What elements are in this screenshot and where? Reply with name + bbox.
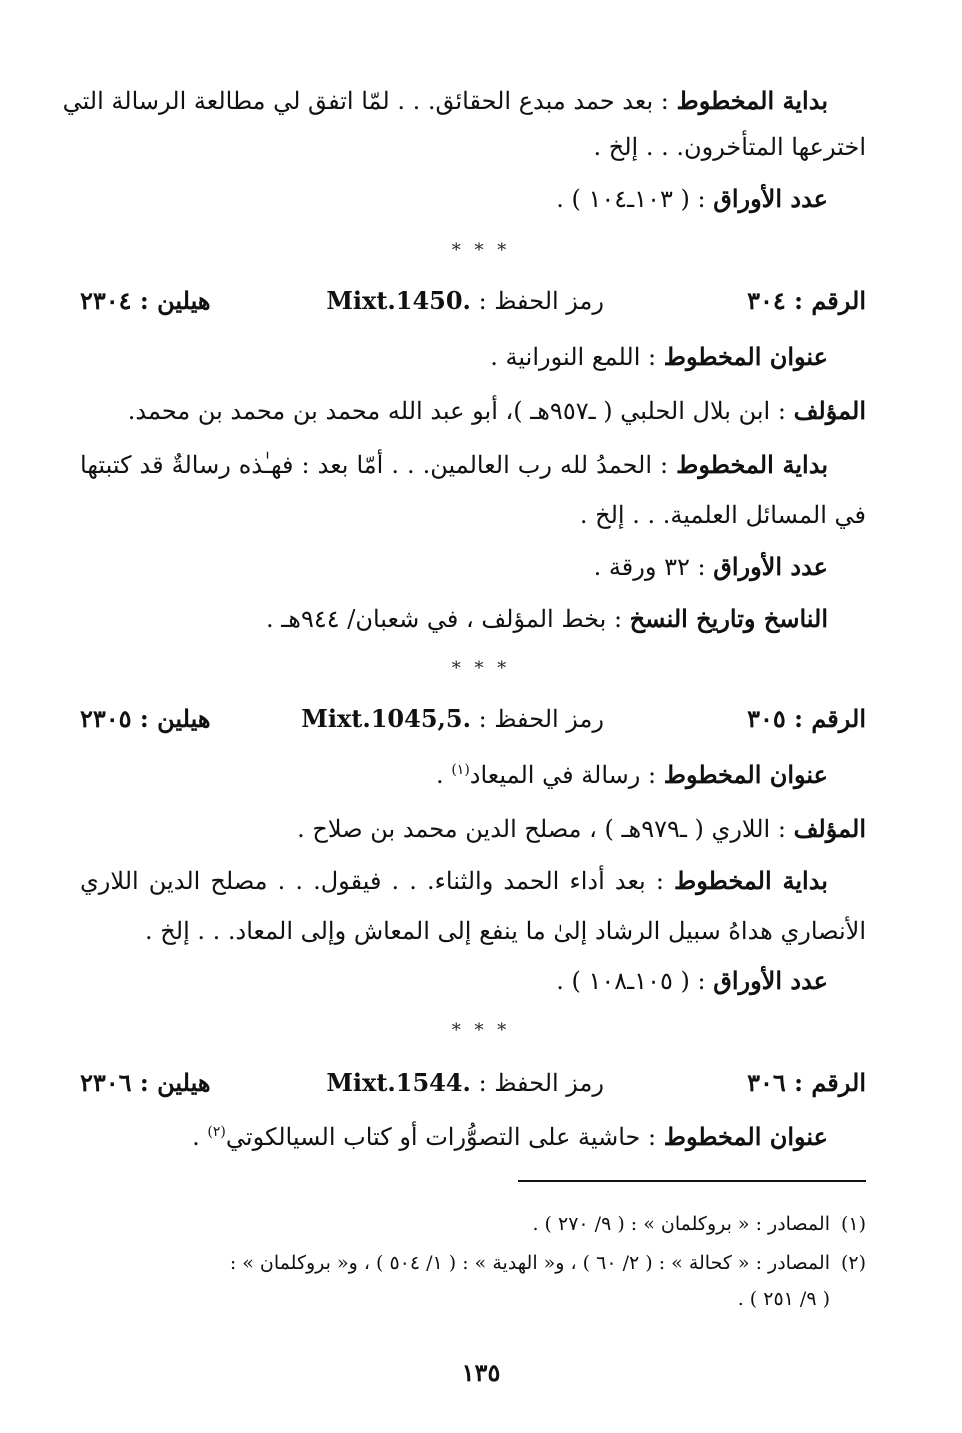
folios-value: : ( ١٠٥ـ١٠٨ ) . [556,967,706,995]
copyist-value: : بخط المؤلف ، في شعبان/ ٩٤٤هـ . [266,605,623,633]
title-label: عنوان المخطوط [663,342,828,371]
folios-label: عدد الأوراق [713,552,828,581]
author-label: المؤلف [793,814,866,843]
entry-305-author [80,814,866,844]
title-value: : حاشية على التصوُّرات أو كتاب السيالكوتي [225,1123,657,1151]
footnote-text: المصادر : « بروكلمان » : ( ٩/ ٢٧٠ ) . [532,1213,830,1235]
entry-306-header [80,1068,866,1102]
author-value: : ابن بلال الحلبي ( ـ٩٥٧هـ )، أبو عبد الله محمد بن محمد بن محمد. [127,397,786,425]
beginning-label: بداية المخطوط [676,450,829,479]
shelf-mark-value: Mixt.1045,5. [301,704,471,733]
title-value: : اللمع النورانية . [490,343,657,371]
entry-304-folios [80,552,828,582]
haylin-number: هيلين : ٢٣٠٥ [80,704,211,733]
title-value: : رسالة في الميعاد [469,761,657,789]
beginning-text: : بعد أداء الحمد والثناء. . . فيقول. . . مصلح الدين اللاري [80,867,664,895]
beginning-label: بداية المخطوط [676,86,828,115]
haylin-number: هيلين : ٢٣٠٤ [80,286,211,315]
footnote-number: (٢) [840,1252,866,1274]
separator: * * * [451,240,511,261]
folios-value: : ( ١٠٣ـ١٠٤ ) . [556,185,706,213]
separator: * * * [451,658,511,679]
shelf-mark [301,704,604,734]
footnote-number: (١) [840,1213,866,1235]
shelf-mark-value: Mixt.1450. [326,286,471,315]
entry-number: الرقم : ٣٠٥ [747,704,866,733]
folios-label: عدد الأوراق [713,966,828,995]
haylin-number: هيلين : ٢٣٠٦ [80,1068,211,1097]
shelf-mark-value: Mixt.1544. [326,1068,471,1097]
shelf-mark-label: رمز الحفظ : [478,1069,604,1097]
shelf-mark-label: رمز الحفظ : [478,287,604,315]
beginning-text: : بعد حمد مبدع الحقائق. . . لمّا اتفق لي مطالعة الرسالة التي [62,87,669,115]
shelf-mark [326,1068,604,1098]
entry-303-beginning-line1 [62,86,828,116]
title-end: . [436,761,452,789]
title-label: عنوان المخطوط [663,760,828,789]
page-number: ١٣٥ [461,1358,501,1387]
footnote-text: المصادر : « كحالة » : ( ٢/ ٦٠ ) ، و« الهدية » : ( ١/ ٥٠٤ ) ، و« بروكلمان » : [229,1252,830,1274]
footnote-rule [518,1180,866,1182]
author-value: : اللاري ( ـ٩٧٩هـ ) ، مصلح الدين محمد بن صلاح . [297,815,786,843]
entry-number: الرقم : ٣٠٤ [747,286,866,315]
copyist-label: الناسخ وتاريخ النسخ [629,604,828,633]
entry-303-beginning-line2: اخترعها المتأخرون. . . إلخ . [593,133,866,161]
entry-305-beginning-line2: الأنصاري هداهُ سبيل الرشاد إلىٰ ما ينفع إلى المعاش وإلى المعاد. . . إلخ . [145,917,866,945]
separator: * * * [451,1020,511,1041]
footnote-1 [80,1211,866,1237]
entry-304-title [80,342,828,372]
entry-303-folios [80,184,828,214]
title-end: . [192,1123,208,1151]
entry-306-title [80,1122,828,1152]
entry-305-beginning-line1 [80,866,828,896]
entry-304-author [80,396,866,426]
footnote-marker: (١) [451,762,470,778]
entry-304-beginning-line1 [80,450,828,480]
folios-label: عدد الأوراق [713,184,828,213]
entry-305-header [80,704,866,738]
entry-304-copyist [80,604,828,634]
folios-value: : ٣٢ ورقة . [593,553,706,581]
entry-305-folios [80,966,828,996]
title-label: عنوان المخطوط [663,1122,828,1151]
shelf-mark-label: رمز الحفظ : [478,705,604,733]
entry-304-header [80,286,866,320]
entry-304-beginning-line2: في المسائل العلمية. . . إلخ . [579,501,866,529]
entry-305-title [80,760,828,790]
author-label: المؤلف [793,396,866,425]
footnote-marker: (٢) [207,1124,226,1140]
footnote-2 [80,1250,866,1276]
footnote-2-line2: ( ٩/ ٢٥١ ) . [737,1288,830,1310]
shelf-mark [326,286,604,316]
beginning-label: بداية المخطوط [674,866,828,895]
beginning-text: : الحمدُ لله رب العالمين. . . أمّا بعد : فهـٰذه رسالةٌ قد كتبتها [80,451,669,479]
entry-number: الرقم : ٣٠٦ [747,1068,866,1097]
